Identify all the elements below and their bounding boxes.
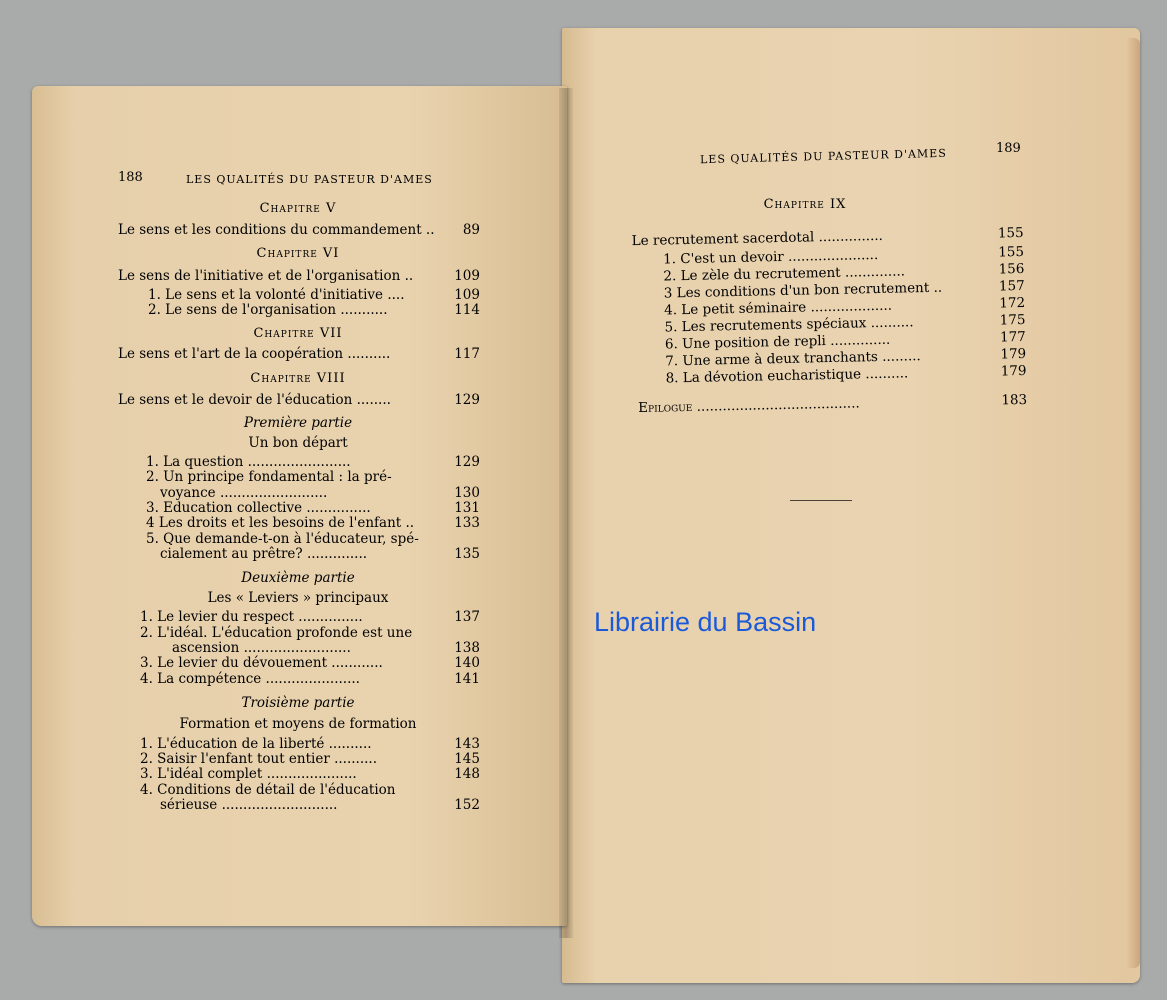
toc-entry-epilogue: Epilogue ...................................... 183 [638, 391, 1028, 417]
chapter-vi-heading: Chapitre VI [256, 246, 340, 261]
toc-entry-line: 2. L'idéal. L'éducation profonde est une [140, 625, 413, 641]
page-edge [1126, 38, 1140, 968]
chapter-vii-heading: Chapitre VII [253, 326, 343, 341]
toc-entry: Le recrutement sacerdotal ............... 155 [631, 224, 1024, 250]
toc-entry: 3. L'idéal complet ..................... 148 [140, 766, 480, 782]
toc-entry: 2. Le zèle du recrutement .............. 156 [663, 260, 1025, 285]
toc-entry: 2. Le sens de l'organisation ........... 114 [148, 302, 480, 318]
toc-entry-line: 4. Conditions de détail de l'éducation [140, 782, 396, 798]
toc-entry: 3. Education collective ............... 131 [146, 500, 480, 516]
toc-entry: 3. Le levier du dévouement ............ 140 [140, 655, 480, 671]
toc-entry: 5. Les recrutements spéciaux .......... 175 [664, 311, 1026, 336]
toc-entry: voyance ......................... 130 [160, 485, 480, 501]
toc-entry: 2. Saisir l'enfant tout entier .......... 145 [140, 751, 480, 767]
left-running-head: LES QUALITÉS DU PASTEUR D'AMES [186, 173, 433, 186]
toc-entry: 8. La dévotion eucharistique .......... 179 [665, 362, 1027, 387]
toc-entry: cialement au prêtre? .............. 135 [160, 546, 480, 562]
toc-entry: 1. Le levier du respect ............... 137 [140, 609, 480, 625]
part-subtitle: Les « Leviers » principaux [207, 590, 389, 606]
toc-entry: sérieuse ........................... 152 [160, 797, 480, 813]
toc-entry-line: 5. Que demande-t-on à l'éducateur, spé- [146, 531, 419, 547]
part-title: Deuxième partie [241, 570, 355, 586]
watermark-text: Librairie du Bassin [594, 607, 817, 637]
toc-entry: 1. Le sens et la volonté d'initiative .... 109 [148, 287, 480, 303]
toc-entry: Le sens et les conditions du commandement .. 89 [118, 222, 480, 238]
chapter-ix-heading: Chapitre IX [763, 197, 847, 212]
toc-entry: 7. Une arme à deux tranchants ......... 179 [665, 345, 1027, 370]
right-running-head: LES QUALITÉS DU PASTEUR D'AMES [699, 146, 947, 167]
part-subtitle: Un bon départ [248, 435, 348, 451]
toc-entry: 3 Les conditions d'un bon recrutement .. 157 [663, 277, 1025, 302]
part-title: Troisième partie [241, 695, 355, 711]
section-rule [790, 500, 852, 501]
book-gutter [559, 88, 573, 938]
right-page-number: 189 [996, 141, 1021, 156]
toc-entry: 1. L'éducation de la liberté .......... 143 [140, 736, 480, 752]
part-title: Première partie [243, 415, 353, 431]
toc-entry: 1. C'est un devoir ..................... 155 [662, 243, 1025, 268]
toc-entry: Le sens de l'initiative et de l'organisation .. 109 [118, 268, 480, 284]
toc-entry: 1. La question ........................ 129 [146, 454, 480, 470]
chapter-viii-heading: Chapitre VIII [250, 371, 346, 386]
toc-entry: ascension ......................... 138 [172, 640, 480, 656]
toc-entry: 4 Les droits et les besoins de l'enfant .. 133 [146, 515, 480, 531]
chapter-v-heading: Chapitre V [259, 201, 337, 216]
toc-entry: 4. Le petit séminaire ................... 172 [664, 294, 1026, 319]
toc-entry: 4. La compétence ...................... 141 [140, 671, 480, 687]
toc-entry-line: 2. Un principe fondamental : la pré- [146, 469, 392, 485]
toc-entry: 6. Une position de repli .............. 177 [664, 328, 1026, 353]
right-page [562, 28, 1140, 983]
toc-entry: Le sens et l'art de la coopération .......... 117 [118, 346, 480, 362]
left-page-number: 188 [118, 170, 143, 185]
part-subtitle: Formation et moyens de formation [179, 716, 417, 732]
toc-entry: Le sens et le devoir de l'éducation ........ 129 [118, 392, 480, 408]
